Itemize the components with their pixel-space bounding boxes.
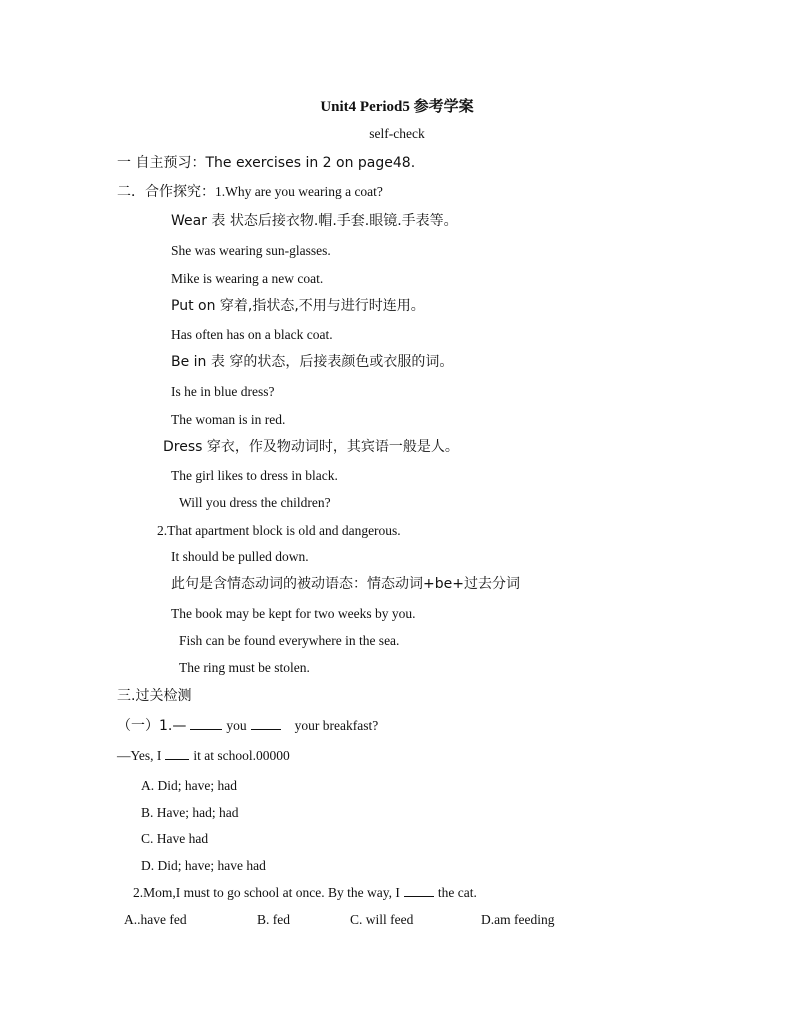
answer-blank[interactable] [190,717,222,730]
check-q1-you: you [226,718,247,733]
explore-line-6: Be in 表 穿的状态，后接表颜色或衣服的词。 [171,354,454,370]
explore-line-3: Mike is wearing a new coat. [171,271,324,286]
explore-line-2: She was wearing sun-glasses. [171,243,331,258]
explore-line-9: Dress 穿衣，作及物动词时，其宾语一般是人。 [163,439,459,455]
check-q1-option-a[interactable]: A. Did; have; had [141,778,237,793]
answer-blank[interactable] [165,747,189,760]
section-check-heading: 三.过关检测 [117,688,192,704]
check-q1-answer [117,747,290,765]
explore-line-17: The ring must be stolen. [179,660,310,675]
answer-blank[interactable] [404,884,434,897]
page-title: Unit4 Period5 参考学案 [320,99,474,115]
check-q2-option-b[interactable]: B. fed [257,912,290,927]
explore-line-8: The woman is in red. [171,412,286,427]
explore-q1: 1.Why are you wearing a coat? [215,184,383,199]
check-q2-option-c[interactable]: C. will feed [350,912,414,927]
explore-line-12: 2.That apartment block is old and dangerous. [157,523,401,538]
section-explore-heading [117,183,383,201]
section-explore-label: 二．合作探究： [117,184,215,200]
explore-line-7: Is he in blue dress? [171,384,275,399]
check-q1-option-c[interactable]: C. Have had [141,831,209,846]
check-q1-option-b[interactable]: B. Have; had; had [141,805,239,820]
check-q1-answer-prefix: —Yes, I [117,748,162,763]
check-q2-stem-end: the cat. [437,885,477,900]
answer-blank[interactable] [251,717,281,730]
explore-line-14: 此句是含情态动词的被动语态：情态动词+be+过去分词 [171,576,520,592]
check-q2-option-a[interactable]: A..have fed [124,912,187,927]
explore-line-1: Wear 表 状态后接衣物.帽.手套.眼镜.手表等。 [171,213,458,229]
explore-line-4: Put on 穿着,指状态,不用与进行时连用。 [171,298,425,314]
explore-line-11: Will you dress the children? [179,495,331,510]
check-q1-answer-end: it at school.00000 [193,748,290,763]
check-q1-option-d[interactable]: D. Did; have; have had [141,858,266,873]
explore-line-16: Fish can be found everywhere in the sea. [179,633,400,648]
explore-line-10: The girl likes to dress in black. [171,468,338,483]
explore-line-15: The book may be kept for two weeks by you. [171,606,416,621]
explore-line-5: Has often has on a black coat. [171,327,333,342]
section-preview: 一 自主预习：The exercises in 2 on page48. [117,155,416,171]
check-q1-prefix: （一）1.— [117,718,187,734]
check-q2-option-d[interactable]: D.am feeding [481,912,555,927]
check-q1-stem [117,717,378,735]
check-q2-stem [133,884,477,902]
explore-line-13: It should be pulled down. [171,549,309,564]
page-subtitle: self-check [369,126,425,141]
check-q2-stem-start: 2.Mom,I must to go school at once. By the way, I [133,885,400,900]
check-q1-end: your breakfast? [294,718,379,733]
